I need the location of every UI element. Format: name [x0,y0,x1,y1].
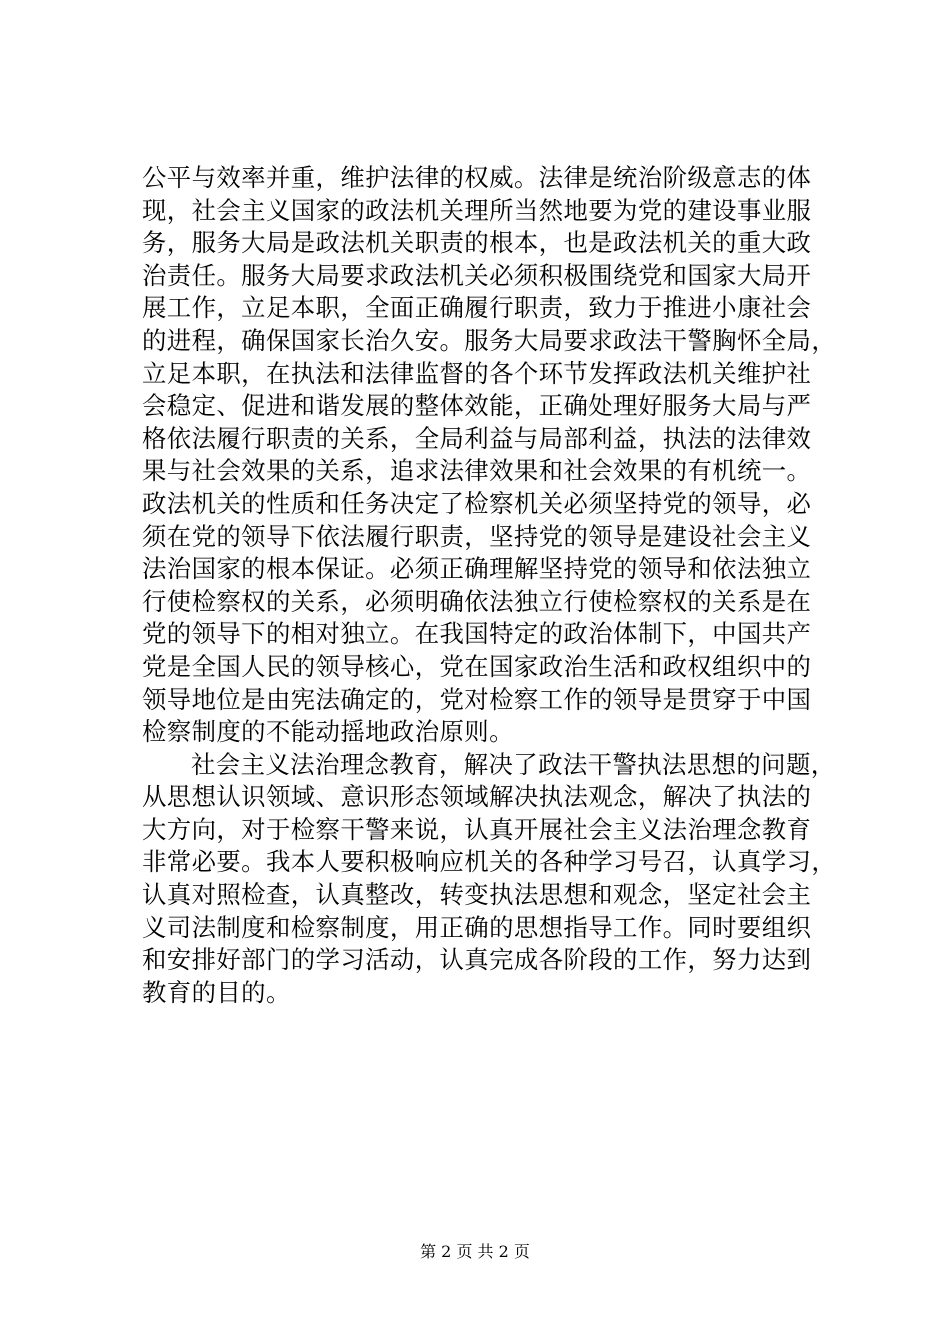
text-line: 检察制度的不能动摇地政治原则。 [142,717,514,747]
text-line: 大方向，对于检察干警来说，认真开展社会主义法治理念教育 [142,814,812,844]
text-line: 党是全国人民的领导核心，党在国家政治生活和政权组织中的 [142,651,812,681]
text-line: 非常必要。我本人要积极响应机关的各种学习号召，认真学习， [142,847,837,877]
text-line: 教育的目的。 [142,977,291,1007]
text-line: 领导地位是由宪法确定的，党对检察工作的领导是贯穿于中国 [142,684,812,714]
text-line: 认真对照检查，认真整改，转变执法思想和观念，坚定社会主 [142,880,812,910]
text-line: 法治国家的根本保证。必须正确理解坚持党的领导和依法独立 [142,554,812,584]
text-line: 须在党的领导下依法履行职责，坚持党的领导是建设社会主义 [142,521,812,551]
text-line: 政法机关的性质和任务决定了检察机关必须坚持党的领导，必 [142,488,812,518]
text-line: 行使检察权的关系，必须明确依法独立行使检察权的关系是在 [142,586,812,616]
text-line: 的进程，确保国家长治久安。服务大局要求政法干警胸怀全局， [142,325,837,355]
text-line: 务，服务大局是政法机关职责的根本，也是政法机关的重大政 [142,228,812,258]
page-number-footer: 第 2 页 共 2 页 [420,1242,530,1261]
document-body [142,162,842,1009]
text-line: 公平与效率并重，维护法律的权威。法律是统治阶级意志的体 [142,163,812,192]
text-line: 党的领导下的相对独立。在我国特定的政治体制下，中国共产 [142,619,812,649]
text-line: 立足本职，在执法和法律监督的各个环节发挥政法机关维护社 [142,358,812,388]
text-line: 果与社会效果的关系，追求法律效果和社会效果的有机统一。 [142,456,812,486]
text-line: 展工作，立足本职，全面正确履行职责，致力于推进小康社会 [142,293,812,323]
text-line: 义司法制度和检察制度，用正确的思想指导工作。同时要组织 [142,912,812,942]
text-line: 会稳定、促进和谐发展的整体效能，正确处理好服务大局与严 [142,391,812,421]
text-line: 和安排好部门的学习活动，认真完成各阶段的工作，努力达到 [142,945,812,975]
text-line: 格依法履行职责的关系，全局利益与局部利益，执法的法律效 [142,423,812,453]
text-line: 从思想认识领域、意识形态领域解决执法观念，解决了执法的 [142,782,812,812]
paragraph-first-line: 社会主义法治理念教育，解决了政法干警执法思想的问题， [191,749,836,779]
text-line: 现，社会主义国家的政法机关理所当然地要为党的建设事业服 [142,195,812,225]
text-line: 治责任。服务大局要求政法机关必须积极围绕党和国家大局开 [142,260,812,290]
